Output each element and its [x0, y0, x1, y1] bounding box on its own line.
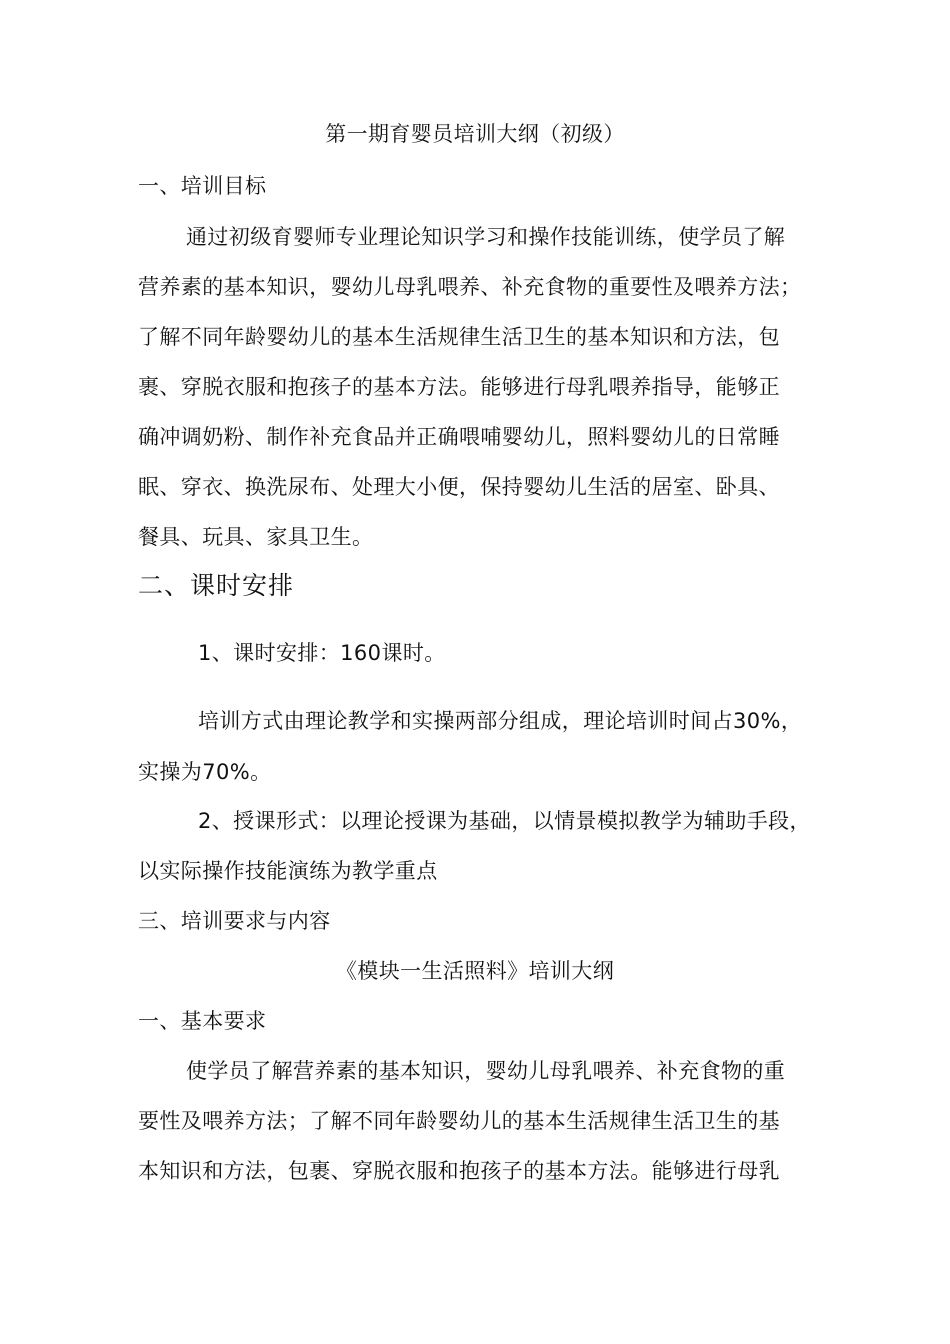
requirements-paragraph-line: 使学员了解营养素的基本知识，婴幼儿母乳喂养、补充食物的重	[186, 1059, 786, 1083]
training-method-line: 实操为70%。	[138, 760, 272, 784]
basic-requirements-heading: 一、基本要求	[138, 1009, 267, 1033]
teaching-form-line: 以实际操作技能演练为教学重点	[138, 859, 438, 883]
section1-paragraph-line: 通过初级育婴师专业理论知识学习和操作技能训练，使学员了解	[186, 225, 786, 249]
section3-heading: 三、培训要求与内容	[138, 909, 331, 933]
section1-heading: 一、培训目标	[138, 174, 267, 198]
section1-paragraph-line: 裹、穿脱衣服和抱孩子的基本方法。能够进行母乳喂养指导，能够正	[138, 375, 780, 399]
module-title: 《模块一生活照料》培训大纲	[335, 959, 615, 983]
requirements-paragraph-line: 要性及喂养方法；了解不同年龄婴幼儿的基本生活规律生活卫生的基	[138, 1109, 780, 1133]
section2-heading: 二、课时安排	[138, 571, 295, 600]
section1-paragraph-line: 了解不同年龄婴幼儿的基本生活规律生活卫生的基本知识和方法，包	[138, 325, 780, 349]
requirements-paragraph-line: 本知识和方法，包裹、穿脱衣服和抱孩子的基本方法。能够进行母乳	[138, 1159, 780, 1183]
class-hours-line: 1、课时安排：160课时。	[198, 641, 446, 665]
section1-paragraph-line: 确冲调奶粉、制作补充食品并正确喂哺婴幼儿，照料婴幼儿的日常睡	[138, 425, 780, 449]
section1-paragraph-line: 营养素的基本知识，婴幼儿母乳喂养、补充食物的重要性及喂养方法；	[138, 275, 802, 299]
section1-paragraph-line: 眠、穿衣、换洗尿布、处理大小便，保持婴幼儿生活的居室、卧具、	[138, 475, 780, 499]
teaching-form-line: 2、授课形式：以理论授课为基础，以情景模拟教学为辅助手段，	[198, 809, 811, 833]
section1-paragraph-line: 餐具、玩具、家具卫生。	[138, 525, 374, 549]
document-title: 第一期育婴员培训大纲（初级）	[325, 122, 625, 146]
training-method-line: 培训方式由理论教学和实操两部分组成，理论培训时间占30%，	[198, 709, 803, 733]
